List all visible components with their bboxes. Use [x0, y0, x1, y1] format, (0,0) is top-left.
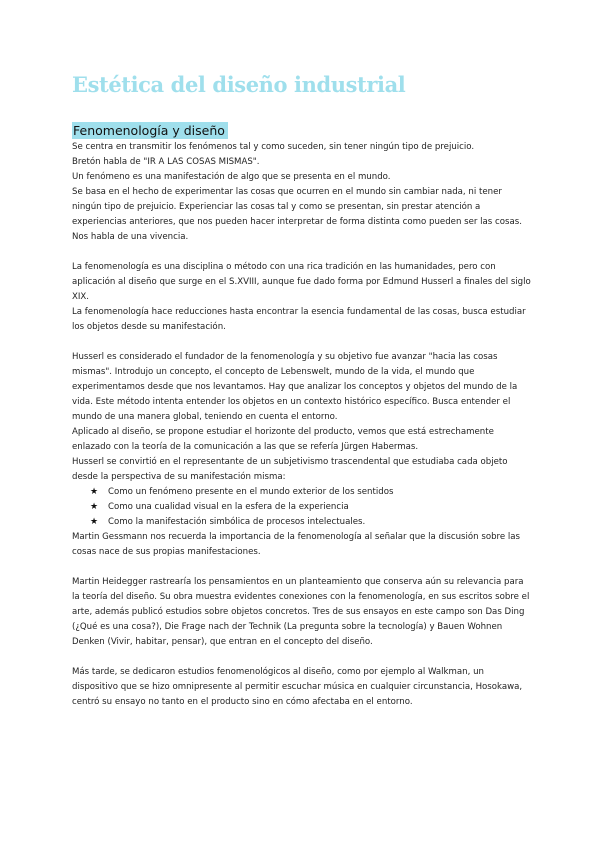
bullet-list [72, 485, 532, 530]
paragraph: Martin Gessmann nos recuerda la importancia de la fenomenología al señalar que la discusión sobre las cosas nace de sus propias manifestaciones. [72, 532, 521, 557]
paragraph: Husserl es considerado el fundador de la fenomenología y su objetivo fue avanzar "hacia las cosas mismas". Introdujo un concepto, el concepto de Lebenswelt, mundo de la vida, el mundo que experimentamos desde que nos levantamos. Hay que analizar los conceptos y objetos del mundo de la vida. Este método intenta entender los objetos en un contexto histórico específico. Busca entender el mundo de una manera global, teniendo en cuenta el entorno. [72, 352, 518, 422]
star-bullet-icon: ★ [90, 517, 99, 527]
list-item-text: Como un fenómeno presente en el mundo exterior de los sentidos [108, 487, 394, 497]
list-item [72, 485, 532, 500]
document-title: Estética del diseño industrial [72, 72, 406, 97]
list-item [72, 500, 532, 515]
paragraph: La fenomenología es una disciplina o método con una rica tradición en las humanidades, pero con aplicación al diseño que surge en el S.XVIII, aunque fue dado forma por Edmund Husserl a finales del siglo XIX. [72, 262, 531, 302]
list-item-text: Como una cualidad visual en la esfera de la experiencia [108, 502, 349, 512]
spacer [72, 650, 532, 665]
paragraph: Un fenómeno es una manifestación de algo que se presenta en el mundo. [72, 172, 391, 182]
section-heading: Fenomenología y diseño [72, 122, 228, 139]
spacer [72, 245, 532, 260]
list-item [72, 515, 532, 530]
paragraph: La fenomenología hace reducciones hasta encontrar la esencia fundamental de las cosas, busca estudiar los objetos desde su manifestación. [72, 307, 526, 332]
paragraph: Se centra en transmitir los fenómenos tal y como suceden, sin tener ningún tipo de prejuicio. [72, 142, 475, 152]
paragraph: Más tarde, se dedicaron estudios fenomenológicos al diseño, como por ejemplo al Walkman, un dispositivo que se hizo omnipresente al permitir escuchar música en cualquier circunstancia, Hosokawa, centró su ensayo no tanto en el producto sino en cómo afectaba en el entorno. [72, 667, 523, 707]
paragraph: Se basa en el hecho de experimentar las cosas que ocurren en el mundo sin cambiar nada, ni tener ningún tipo de prejuicio. Experienciar las cosas tal y como se presentan, sin prestar atención a experiencias anteriores, que nos pueden hacer interpretar de forma distinta como pueden ser las cosas. Nos habla de una vivencia. [72, 187, 522, 242]
paragraph: Husserl se convirtió en el representante de un subjetivismo trascendental que estudiaba cada objeto desde la perspectiva de su manifestación misma: [72, 457, 508, 482]
paragraph: Aplicado al diseño, se propone estudiar el horizonte del producto, vemos que está estrechamente enlazado con la teoría de la comunicación a las que se refería Jürgen Habermas. [72, 427, 494, 452]
spacer [72, 335, 532, 350]
spacer [72, 560, 532, 575]
document-body [72, 140, 532, 710]
paragraph: Bretón habla de "IR A LAS COSAS MISMAS". [72, 157, 260, 167]
list-item-text: Como la manifestación simbólica de procesos intelectuales. [108, 517, 366, 527]
paragraph: Martin Heidegger rastrearía los pensamientos en un planteamiento que conserva aún su relevancia para la teoría del diseño. Su obra muestra evidentes conexiones con la fenomenología, en sus escritos sobre el arte, además publicó estudios sobre objetos concretos. Tres de sus ensayos en este campo son Das Ding (¿Qué es una cosa?), Die Frage nach der Technik (La pregunta sobre la tecnología) y Bauen Wohnen Denken (Vivir, habitar, pensar), que entran en el concepto del diseño. [72, 577, 530, 647]
star-bullet-icon: ★ [90, 502, 99, 512]
star-bullet-icon: ★ [90, 487, 99, 497]
